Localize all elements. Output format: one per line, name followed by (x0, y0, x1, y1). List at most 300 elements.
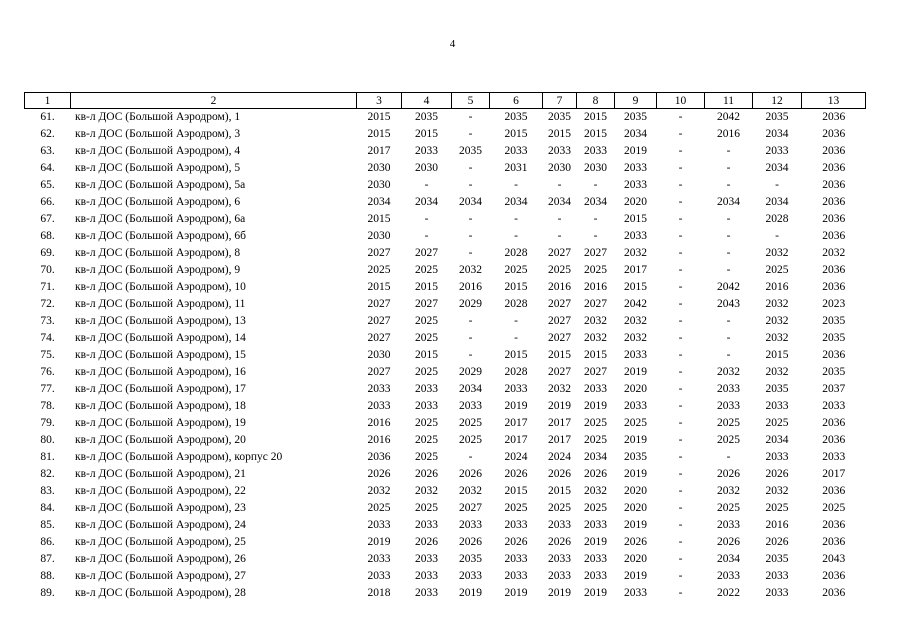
year-cell: - (514, 332, 518, 344)
year-cell: - (678, 315, 683, 327)
row-number-cell: 86. (40, 536, 55, 548)
year-cell: - (678, 502, 683, 514)
year-cell: 2042 (624, 298, 647, 310)
year-cell: 2027 (415, 247, 438, 259)
address-cell: кв-л ДОС (Большой Аэродром), 26 (75, 553, 246, 565)
year-cell: 2027 (367, 247, 391, 259)
year-cell: 2026 (504, 536, 528, 548)
year-cell: 2036 (822, 179, 846, 191)
year-cell: 2027 (584, 247, 607, 259)
year-cell: 2034 (765, 434, 789, 446)
column-header: 5 (452, 93, 490, 109)
year-cell: 2034 (504, 196, 528, 208)
year-cell: 2027 (367, 315, 391, 327)
row-number-cell: 84. (40, 502, 55, 514)
year-cell: 2036 (822, 162, 846, 174)
year-cell: 2019 (624, 570, 647, 582)
year-cell: 2025 (415, 366, 438, 378)
year-cell: 2032 (822, 247, 846, 259)
table-row (25, 415, 866, 432)
year-cell: - (678, 519, 683, 531)
row-number-cell: 89. (40, 587, 55, 599)
year-cell: 2033 (548, 519, 571, 531)
table-row (25, 262, 866, 279)
year-cell: - (678, 383, 683, 395)
year-cell: 2026 (717, 468, 740, 480)
address-cell: кв-л ДОС (Большой Аэродром), 6б (75, 230, 246, 242)
year-cell: - (557, 179, 562, 191)
row-number-cell: 77. (40, 383, 55, 395)
column-header: 6 (490, 93, 543, 109)
year-cell: - (557, 230, 562, 242)
row-number-cell: 81. (40, 451, 55, 463)
address-cell: кв-л ДОС (Большой Аэродром), 17 (75, 383, 246, 395)
year-cell: - (726, 230, 731, 242)
year-cell: 2033 (459, 519, 482, 531)
year-cell: 2033 (584, 553, 607, 565)
table-body (25, 109, 866, 603)
year-cell: 2025 (584, 502, 607, 514)
year-cell: 2025 (717, 434, 740, 446)
table-row (25, 211, 866, 228)
year-cell: 2030 (584, 162, 607, 174)
year-cell: 2027 (367, 298, 391, 310)
year-cell: 2027 (548, 298, 571, 310)
year-cell: - (468, 111, 473, 123)
year-cell: - (468, 128, 473, 140)
year-cell: 2032 (765, 366, 789, 378)
row-number-cell: 70. (40, 264, 55, 276)
year-cell: 2033 (765, 145, 789, 157)
year-cell: 2015 (548, 485, 571, 497)
column-header: 1 (25, 93, 71, 109)
table-row (25, 534, 866, 551)
year-cell: 2018 (367, 587, 391, 599)
year-cell: 2015 (415, 281, 438, 293)
year-cell: 2025 (624, 417, 647, 429)
year-cell: - (678, 434, 683, 446)
year-cell: - (514, 315, 518, 327)
table-row (25, 296, 866, 313)
year-cell: 2032 (459, 485, 482, 497)
year-cell: 2032 (765, 485, 789, 497)
year-cell: - (726, 247, 731, 259)
year-cell: 2035 (459, 553, 482, 565)
year-cell: 2028 (504, 247, 528, 259)
year-cell: 2033 (415, 145, 438, 157)
year-cell: 2016 (765, 281, 789, 293)
year-cell: 2015 (367, 111, 391, 123)
year-cell: 2034 (415, 196, 438, 208)
year-cell: 2025 (765, 417, 789, 429)
year-cell: 2036 (822, 230, 846, 242)
year-cell: 2033 (548, 553, 571, 565)
year-cell: 2033 (624, 162, 647, 174)
year-cell: 2033 (548, 570, 571, 582)
year-cell: - (468, 332, 473, 344)
table-row (25, 500, 866, 517)
year-cell: 2026 (765, 536, 789, 548)
year-cell: - (678, 417, 683, 429)
year-cell: 2019 (548, 587, 571, 599)
year-cell: 2034 (459, 196, 482, 208)
year-cell: - (678, 400, 683, 412)
year-cell: 2028 (504, 298, 528, 310)
year-cell: 2028 (504, 366, 528, 378)
year-cell: - (678, 196, 683, 208)
row-number-cell: 82. (40, 468, 55, 480)
year-cell: - (678, 298, 683, 310)
year-cell: - (678, 230, 683, 242)
table-row (25, 330, 866, 347)
year-cell: 2033 (584, 519, 607, 531)
row-number-cell: 71. (40, 281, 55, 293)
column-header: 8 (577, 93, 615, 109)
year-cell: 2019 (624, 145, 647, 157)
year-cell: 2027 (548, 247, 571, 259)
year-cell: 2026 (504, 468, 528, 480)
address-cell: кв-л ДОС (Большой Аэродром), 25 (75, 536, 246, 548)
year-cell: 2019 (584, 587, 607, 599)
year-cell: - (514, 179, 518, 191)
year-cell: 2035 (822, 366, 846, 378)
year-cell: 2019 (584, 536, 607, 548)
year-cell: 2034 (624, 128, 647, 140)
year-cell: 2034 (765, 128, 789, 140)
year-cell: 2025 (765, 264, 789, 276)
year-cell: 2025 (765, 502, 789, 514)
year-cell: 2035 (822, 315, 846, 327)
year-cell: 2032 (717, 485, 740, 497)
year-cell: 2033 (765, 587, 789, 599)
year-cell: 2026 (548, 536, 571, 548)
year-cell: - (468, 451, 473, 463)
year-cell: 2033 (367, 519, 391, 531)
year-cell: - (678, 536, 683, 548)
year-cell: 2025 (415, 434, 438, 446)
year-cell: 2035 (624, 111, 647, 123)
year-cell: 2020 (624, 502, 647, 514)
year-cell: 2033 (459, 400, 482, 412)
year-cell: 2030 (415, 162, 438, 174)
year-cell: 2017 (367, 145, 391, 157)
table-row (25, 585, 866, 602)
year-cell: 2034 (765, 162, 789, 174)
year-cell: 2036 (822, 264, 846, 276)
year-cell: 2019 (624, 468, 647, 480)
year-cell: 2030 (367, 230, 391, 242)
year-cell: - (593, 230, 598, 242)
year-cell: 2017 (548, 417, 571, 429)
column-header: 12 (753, 93, 802, 109)
column-header: 7 (543, 93, 577, 109)
year-cell: 2034 (548, 196, 571, 208)
year-cell: 2015 (624, 213, 647, 225)
table-row (25, 551, 866, 568)
table-row (25, 279, 866, 296)
year-cell: 2036 (822, 196, 846, 208)
row-number-cell: 65. (40, 179, 55, 191)
year-cell: 2017 (624, 264, 647, 276)
address-cell: кв-л ДОС (Большой Аэродром), 20 (75, 434, 246, 446)
year-cell: 2017 (504, 434, 528, 446)
year-cell: 2033 (624, 349, 647, 361)
year-cell: 2015 (584, 349, 607, 361)
year-cell: 2033 (367, 570, 391, 582)
address-cell: кв-л ДОС (Большой Аэродром), 27 (75, 570, 246, 582)
year-cell: - (678, 485, 683, 497)
year-cell: 2025 (504, 502, 528, 514)
year-cell: - (678, 332, 683, 344)
address-cell: кв-л ДОС (Большой Аэродром), 28 (75, 587, 246, 599)
year-cell: 2033 (584, 145, 607, 157)
year-cell: 2033 (504, 519, 528, 531)
year-cell: 2025 (415, 417, 438, 429)
year-cell: - (678, 468, 683, 480)
year-cell: 2015 (367, 281, 391, 293)
year-cell: 2027 (584, 298, 607, 310)
year-cell: 2026 (367, 468, 391, 480)
year-cell: 2032 (459, 264, 482, 276)
table-row (25, 228, 866, 245)
year-cell: 2035 (548, 111, 571, 123)
year-cell: 2033 (624, 587, 647, 599)
year-cell: - (678, 366, 683, 378)
year-cell: 2019 (624, 434, 647, 446)
year-cell: - (678, 111, 683, 123)
year-cell: 2025 (717, 502, 740, 514)
year-cell: 2025 (459, 417, 482, 429)
address-cell: кв-л ДОС (Большой Аэродром), 9 (75, 264, 241, 276)
year-cell: 2019 (624, 366, 647, 378)
table-row (25, 483, 866, 500)
year-cell: 2033 (504, 145, 528, 157)
address-cell: кв-л ДОС (Большой Аэродром), 14 (75, 332, 246, 344)
year-cell: - (424, 213, 429, 225)
year-cell: 2019 (459, 587, 482, 599)
year-cell: 2027 (367, 332, 391, 344)
year-cell: - (726, 213, 731, 225)
year-cell: 2026 (717, 536, 740, 548)
year-cell: 2033 (717, 570, 740, 582)
year-cell: 2026 (415, 468, 438, 480)
year-cell: 2033 (717, 519, 740, 531)
year-cell: - (678, 587, 683, 599)
year-cell: 2015 (504, 128, 528, 140)
year-cell: 2015 (367, 128, 391, 140)
address-cell: кв-л ДОС (Большой Аэродром), 16 (75, 366, 246, 378)
address-cell: кв-л ДОС (Большой Аэродром), 3 (75, 128, 241, 140)
year-cell: 2035 (459, 145, 482, 157)
year-cell: 2025 (415, 502, 438, 514)
year-cell: - (468, 230, 473, 242)
data-table (24, 92, 866, 602)
table-row (25, 381, 866, 398)
year-cell: 2015 (584, 111, 607, 123)
year-cell: 2015 (548, 128, 571, 140)
address-cell: кв-л ДОС (Большой Аэродром), 15 (75, 349, 246, 361)
year-cell: - (468, 349, 473, 361)
row-number-cell: 73. (40, 315, 55, 327)
year-cell: - (468, 179, 473, 191)
year-cell: 2023 (822, 298, 846, 310)
year-cell: 2025 (504, 264, 528, 276)
year-cell: 2025 (415, 315, 438, 327)
table-row (25, 398, 866, 415)
year-cell: 2042 (717, 281, 740, 293)
address-cell: кв-л ДОС (Большой Аэродром), 23 (75, 502, 246, 514)
year-cell: 2027 (584, 366, 607, 378)
year-cell: 2036 (367, 451, 391, 463)
address-cell: кв-л ДОС (Большой Аэродром), 6а (75, 213, 246, 225)
year-cell: 2015 (624, 281, 647, 293)
address-cell: кв-л ДОС (Большой Аэродром), 4 (75, 145, 241, 157)
year-cell: 2030 (367, 179, 391, 191)
address-cell: кв-л ДОС (Большой Аэродром), 11 (75, 298, 246, 310)
column-header: 9 (615, 93, 657, 109)
year-cell: 2032 (765, 315, 789, 327)
year-cell: 2025 (415, 332, 438, 344)
year-cell: 2026 (415, 536, 438, 548)
table-row (25, 160, 866, 177)
column-header: 10 (657, 93, 705, 109)
year-cell: 2033 (415, 383, 438, 395)
year-cell: 2034 (367, 196, 391, 208)
year-cell: - (678, 247, 683, 259)
year-cell: 2033 (415, 570, 438, 582)
table-row (25, 126, 866, 143)
year-cell: - (726, 162, 731, 174)
year-cell: - (726, 179, 731, 191)
year-cell: 2036 (822, 213, 846, 225)
year-cell: 2033 (765, 451, 789, 463)
year-cell: 2015 (415, 349, 438, 361)
year-cell: 2035 (765, 553, 789, 565)
table-row (25, 347, 866, 364)
column-header: 2 (71, 93, 357, 109)
year-cell: 2034 (765, 196, 789, 208)
year-cell: - (514, 213, 518, 225)
year-cell: - (468, 162, 473, 174)
year-cell: 2019 (367, 536, 391, 548)
year-cell: - (678, 281, 683, 293)
year-cell: 2025 (717, 417, 740, 429)
row-number-cell: 62. (40, 128, 55, 140)
address-cell: кв-л ДОС (Большой Аэродром), 13 (75, 315, 246, 327)
year-cell: - (468, 247, 473, 259)
year-cell: - (775, 179, 779, 191)
year-cell: 2016 (367, 417, 391, 429)
year-cell: 2032 (765, 332, 789, 344)
table-row (25, 313, 866, 330)
year-cell: 2025 (415, 451, 438, 463)
row-number-cell: 80. (40, 434, 55, 446)
year-cell: 2042 (717, 111, 740, 123)
year-cell: - (424, 230, 429, 242)
year-cell: - (678, 553, 683, 565)
year-cell: 2032 (765, 298, 789, 310)
address-cell: кв-л ДОС (Большой Аэродром), 10 (75, 281, 246, 293)
year-cell: 2037 (822, 383, 846, 395)
year-cell: 2032 (624, 315, 647, 327)
year-cell: 2032 (765, 247, 789, 259)
year-cell: 2019 (504, 400, 528, 412)
year-cell: - (726, 451, 731, 463)
year-cell: 2020 (624, 383, 647, 395)
year-cell: 2019 (548, 400, 571, 412)
year-cell: 2016 (717, 128, 740, 140)
year-cell: 2033 (415, 519, 438, 531)
year-cell: 2033 (822, 451, 846, 463)
year-cell: - (678, 179, 683, 191)
year-cell: 2036 (822, 349, 846, 361)
year-cell: - (678, 128, 683, 140)
address-cell: кв-л ДОС (Большой Аэродром), корпус 20 (75, 451, 283, 463)
year-cell: 2027 (367, 366, 391, 378)
row-number-cell: 61. (40, 111, 55, 123)
table-row (25, 109, 866, 127)
column-header: 3 (357, 93, 402, 109)
address-cell: кв-л ДОС (Большой Аэродром), 19 (75, 417, 246, 429)
year-cell: - (726, 264, 731, 276)
table-row (25, 466, 866, 483)
year-cell: 2015 (765, 349, 789, 361)
year-cell: 2033 (459, 570, 482, 582)
address-cell: кв-л ДОС (Большой Аэродром), 24 (75, 519, 246, 531)
year-cell: 2036 (822, 128, 846, 140)
year-cell: 2017 (822, 468, 846, 480)
year-cell: 2033 (765, 400, 789, 412)
year-cell: 2026 (624, 536, 647, 548)
year-cell: 2026 (765, 468, 789, 480)
table-row (25, 245, 866, 262)
row-number-cell: 69. (40, 247, 55, 259)
year-cell: 2017 (504, 417, 528, 429)
year-cell: - (726, 145, 731, 157)
row-number-cell: 78. (40, 400, 55, 412)
year-cell: 2036 (822, 519, 846, 531)
address-cell: кв-л ДОС (Большой Аэродром), 18 (75, 400, 246, 412)
year-cell: 2033 (624, 230, 647, 242)
address-cell: кв-л ДОС (Большой Аэродром), 22 (75, 485, 246, 497)
address-cell: кв-л ДОС (Большой Аэродром), 21 (75, 468, 246, 480)
year-cell: 2025 (367, 502, 391, 514)
year-cell: 2033 (717, 400, 740, 412)
year-cell: - (468, 315, 473, 327)
year-cell: 2026 (459, 536, 482, 548)
year-cell: - (678, 213, 683, 225)
year-cell: 2034 (584, 451, 607, 463)
year-cell: 2032 (584, 485, 607, 497)
year-cell: - (678, 162, 683, 174)
table-row (25, 432, 866, 449)
row-number-cell: 75. (40, 349, 55, 361)
row-number-cell: 88. (40, 570, 55, 582)
row-number-cell: 76. (40, 366, 55, 378)
year-cell: 2032 (624, 332, 647, 344)
year-cell: 2025 (548, 264, 571, 276)
year-cell: 2019 (584, 400, 607, 412)
year-cell: - (514, 230, 518, 242)
column-header: 13 (802, 93, 866, 109)
year-cell: 2033 (624, 179, 647, 191)
table-row (25, 194, 866, 211)
address-cell: кв-л ДОС (Большой Аэродром), 8 (75, 247, 241, 259)
year-cell: 2033 (717, 383, 740, 395)
row-number-cell: 83. (40, 485, 55, 497)
year-cell: 2025 (584, 264, 607, 276)
year-cell: 2043 (822, 553, 846, 565)
